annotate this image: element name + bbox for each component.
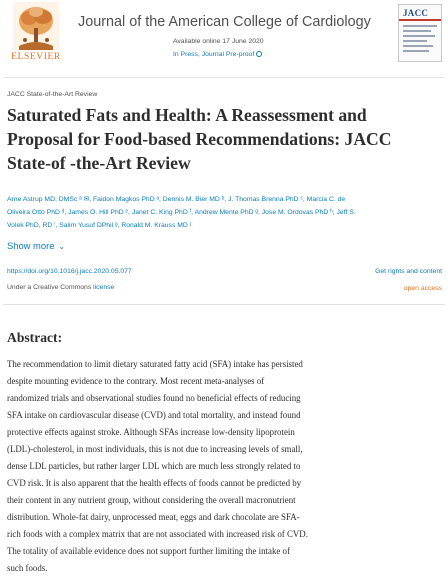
abstract-line: rich foods with a complex matrix that are not associated with increased risk of CVD. bbox=[7, 529, 308, 539]
abstract-body bbox=[7, 356, 443, 577]
license-statement bbox=[7, 284, 114, 291]
cover-line bbox=[403, 45, 433, 47]
abstract-line: despite mounting evidence to the contrary. Most recent meta-analyses of bbox=[7, 376, 265, 386]
info-circle-icon[interactable] bbox=[256, 51, 262, 57]
elsevier-tree-icon bbox=[13, 2, 59, 50]
article-type: JACC State-of-the-Art Review bbox=[7, 91, 98, 98]
open-access-badge: open access bbox=[403, 285, 442, 292]
author-list[interactable] bbox=[7, 193, 443, 232]
abstract-line: SFA intake on cardiovascular disease (CVD) and total mortality, and instead found bbox=[7, 410, 301, 420]
journal-cover-thumbnail[interactable] bbox=[398, 4, 442, 62]
abstract-line: (LDL)-cholesterol, in most individuals, this is not due to increasing levels of small, bbox=[7, 444, 303, 454]
cover-title: JACC bbox=[403, 8, 429, 18]
section-divider bbox=[3, 304, 445, 305]
article-title bbox=[7, 103, 437, 175]
show-more-button[interactable] bbox=[7, 240, 65, 251]
available-online-date: Available online 17 June 2020 bbox=[173, 38, 264, 45]
cover-line bbox=[403, 35, 435, 37]
cover-band bbox=[399, 19, 441, 21]
author-line[interactable]: Volek PhD, RD ⁱ, Salim Yusuf DPhil ᵍ, Ronald M. Krauss MD ʲ bbox=[7, 222, 191, 229]
journal-title[interactable]: Journal of the American College of Cardiology bbox=[78, 14, 371, 30]
abstract-line: CVD risk. It is also apparent that the health effects of foods cannot be predicted by bbox=[7, 478, 302, 488]
article-title-line: State-of -the-Art Review bbox=[7, 153, 191, 173]
abstract-line: The recommendation to limit dietary saturated fatty acid (SFA) intake has persisted bbox=[7, 359, 303, 369]
journal-header bbox=[0, 0, 448, 76]
license-link[interactable]: license bbox=[93, 284, 115, 291]
abstract-line: randomized trials and observational studies found no beneficial effects of reducing bbox=[7, 393, 301, 403]
elsevier-logo[interactable] bbox=[5, 2, 67, 66]
abstract-line: such foods. bbox=[7, 563, 48, 573]
header-divider bbox=[3, 77, 445, 78]
cover-line bbox=[403, 30, 431, 32]
abstract-heading: Abstract: bbox=[7, 330, 63, 345]
chevron-down-icon: ⌄ bbox=[58, 242, 66, 251]
in-press-label: In Press, Journal Pre-proof bbox=[173, 51, 255, 58]
cover-line bbox=[403, 25, 437, 27]
in-press-status[interactable] bbox=[173, 51, 262, 58]
show-more-label: Show more bbox=[7, 240, 55, 251]
cover-line bbox=[403, 50, 429, 52]
abstract-line: dense LDL particles, but rather larger LDL which are much less strongly related to bbox=[7, 461, 301, 471]
abstract-line: their content in any nutrient group, without considering the overall macronutrient bbox=[7, 495, 296, 505]
get-rights-link[interactable]: Get rights and content bbox=[375, 268, 442, 275]
abstract-line: protective effects against stroke. Although SFAs increase low-density lipoprotein bbox=[7, 427, 295, 437]
author-line[interactable]: Oliveira Otto PhD ᵈ, James O. Hill PhD ᵉ, Janet C. King PhD ᶠ, Andrew Mente PhD ᵍ, Jose M. Ordovas PhD ʰ, Jeff S. bbox=[7, 209, 356, 216]
article-title-line: Saturated Fats and Health: A Reassessment and bbox=[7, 105, 367, 125]
cover-line bbox=[403, 40, 427, 42]
author-line[interactable]: Arne Astrup MD, DMSc ᵃ ✉, Faidon Magkos PhD ᵃ, Dennis M. Bier MD ᵇ, J. Thomas Brenna PhD ᶜ, Marcia C. de bbox=[7, 196, 346, 203]
doi-link[interactable]: https://doi.org/10.1016/j.jacc.2020.05.077 bbox=[7, 268, 132, 275]
abstract-line: The totality of available evidence does not support further limiting the intake of bbox=[7, 546, 290, 556]
license-prefix: Under a Creative Commons bbox=[7, 284, 92, 291]
article-title-line: Proposal for Food-based Recommendations: JACC bbox=[7, 129, 392, 149]
publisher-name: ELSEVIER bbox=[11, 52, 61, 62]
abstract-line: distribution. Whole-fat dairy, unprocessed meat, eggs and dark chocolate are SFA- bbox=[7, 512, 300, 522]
